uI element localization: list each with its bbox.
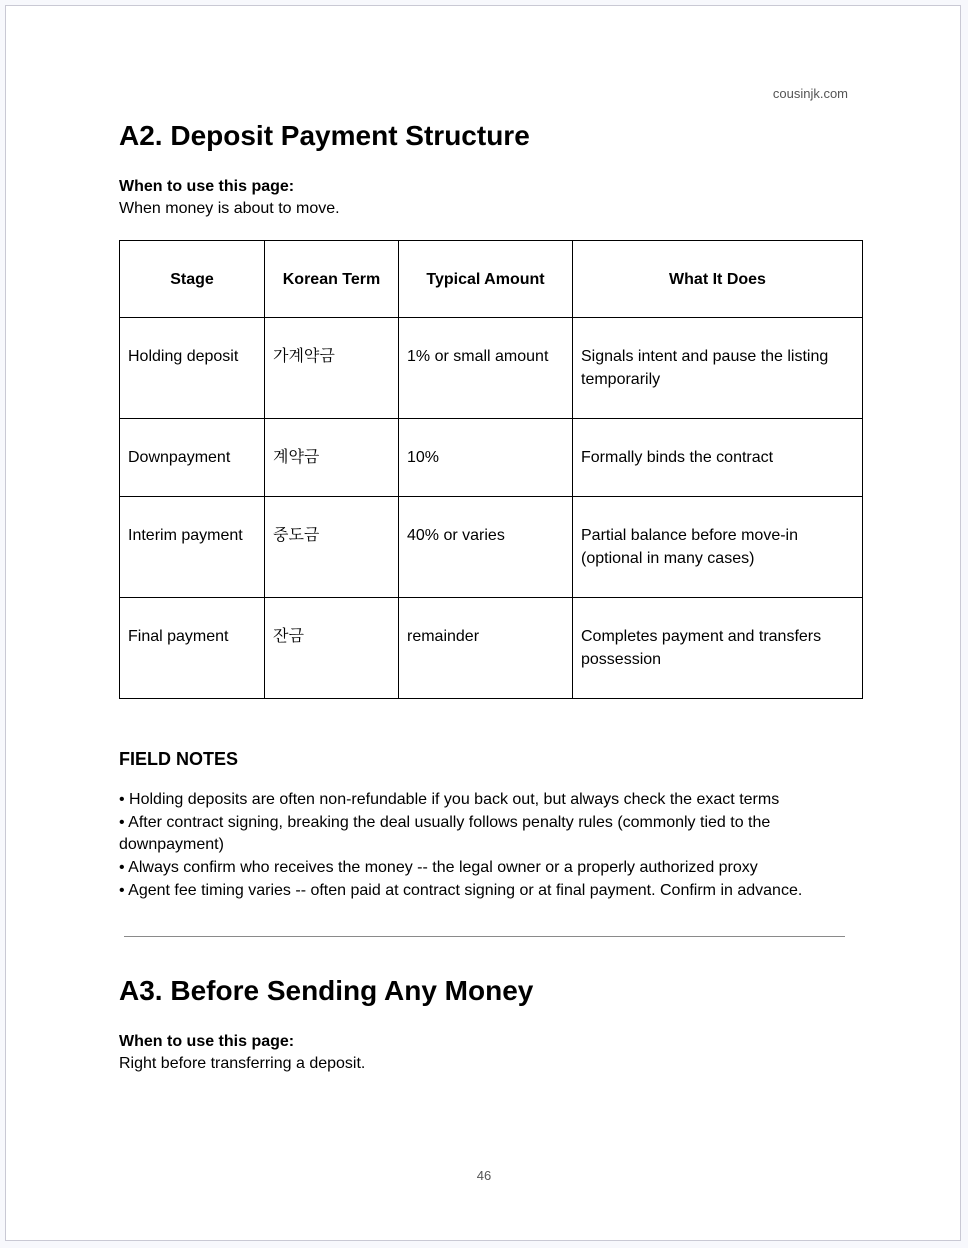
cell-korean-term: 중도금: [265, 497, 399, 598]
field-notes-title: FIELD NOTES: [119, 749, 239, 769]
table-row: [120, 598, 863, 699]
cell-typical-amount: 40% or varies: [399, 497, 573, 598]
field-note-item: • Holding deposits are often non-refundable if you back out, but always check the exact terms: [119, 791, 780, 808]
cell-typical-amount: 1% or small amount: [399, 318, 573, 419]
cell-stage: Interim payment: [120, 497, 265, 598]
cell-stage: Holding deposit: [120, 318, 265, 419]
header-typical-amount: Typical Amount: [399, 241, 573, 318]
cell-korean-term: 계약금: [265, 419, 399, 497]
document-page: [5, 5, 961, 1241]
page-content: [119, 118, 863, 1075]
section-a3-title: A3. Before Sending Any Money: [119, 974, 534, 1006]
table-row: [120, 419, 863, 497]
header-stage: Stage: [120, 241, 265, 318]
cell-korean-term: 잔금: [265, 598, 399, 699]
header-korean-term: Korean Term: [265, 241, 399, 318]
cell-what-it-does: Signals intent and pause the listing temporarily: [573, 318, 863, 419]
field-note-item: • Agent fee timing varies -- often paid at contract signing or at final payment. Confirm in advance.: [119, 881, 803, 899]
site-name: cousinjk.com: [772, 86, 848, 101]
cell-stage: Downpayment: [120, 419, 265, 497]
cell-what-it-does: Partial balance before move-in (optional in many cases): [573, 497, 863, 598]
table-header-row: [120, 241, 863, 318]
field-note-item: • After contract signing, breaking the deal usually follows penalty rules (commonly tied to the downpayment): [119, 813, 771, 854]
header-what-it-does: What It Does: [573, 241, 863, 318]
cell-typical-amount: 10%: [399, 419, 573, 497]
a2-when-text: When money is about to move.: [119, 200, 340, 217]
page-number: 46: [476, 1168, 492, 1183]
table-row: [120, 497, 863, 598]
section-divider: [124, 936, 845, 937]
cell-stage: Final payment: [120, 598, 265, 699]
a2-when-label: When to use this page:: [119, 178, 295, 195]
cell-what-it-does: Formally binds the contract: [573, 419, 863, 497]
deposit-structure-table: [119, 240, 863, 699]
table-row: [120, 318, 863, 419]
section-a2-title: A2. Deposit Payment Structure: [119, 120, 530, 151]
field-note-item: • Always confirm who receives the money -- the legal owner or a properly authorized proxy: [119, 859, 758, 877]
cell-korean-term: 가계약금: [265, 318, 399, 419]
cell-what-it-does: Completes payment and transfers possession: [573, 598, 863, 699]
a3-when-text: Right before transferring a deposit.: [119, 1054, 366, 1072]
a3-when-label: When to use this page:: [119, 1032, 295, 1050]
cell-typical-amount: remainder: [399, 598, 573, 699]
field-notes-list: [119, 789, 863, 903]
